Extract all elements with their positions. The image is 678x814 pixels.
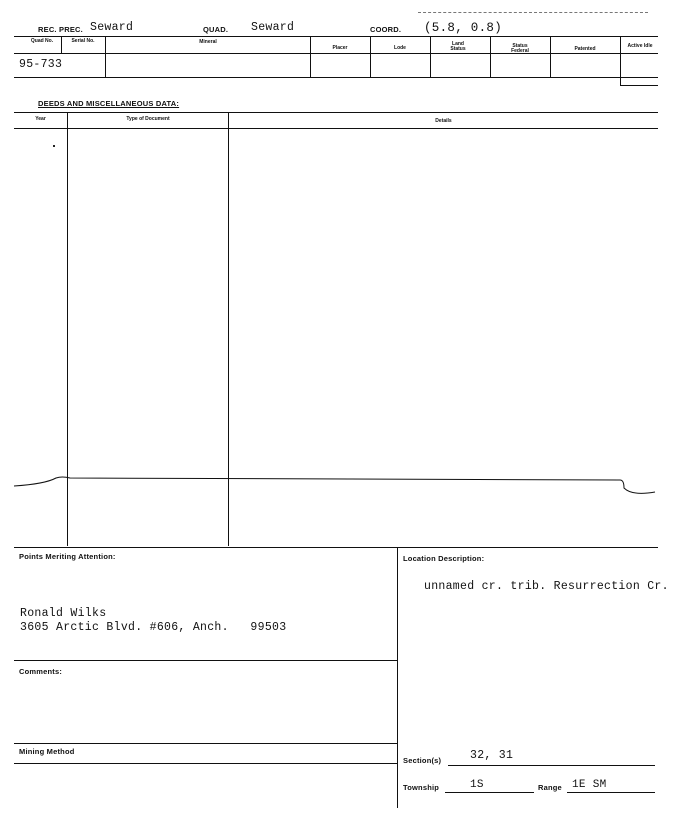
coord-value: (5.8, 0.8) (424, 21, 503, 35)
range-value: 1E SM (572, 779, 607, 791)
stray-dot (53, 145, 55, 147)
range-label: Range (538, 783, 562, 792)
col-land-status: Land Status (450, 41, 466, 52)
col-details: Details (435, 118, 452, 124)
section-label: Section(s) (403, 756, 442, 765)
mining-method-label: Mining Method (19, 747, 75, 756)
comments-label: Comments: (19, 667, 63, 676)
township-value: 1S (470, 779, 484, 791)
location-label: Location Description: (403, 554, 485, 563)
points-name: Ronald Wilks (20, 607, 107, 620)
col-placer: Placer (332, 45, 348, 51)
col-patented: Patented (574, 46, 596, 52)
quad-label: QUAD. (203, 25, 229, 34)
col-year: Year (35, 116, 46, 122)
top-dash-mark (418, 12, 648, 13)
col-serial-no: Serial No. (71, 38, 95, 44)
col-quad-no: Quad No. (30, 38, 54, 44)
deeds-title: DEEDS AND MISCELLANEOUS DATA: (38, 99, 180, 108)
coord-label: COORD. (370, 25, 402, 34)
col-type-of-document: Type of Document (126, 116, 170, 122)
quad-value: Seward (251, 21, 295, 34)
section-value: 32, 31 (470, 749, 514, 762)
col-active-idle: Active Idle (627, 43, 653, 49)
location-value: unnamed cr. trib. Resurrection Cr. (424, 580, 669, 593)
points-address: 3605 Arctic Blvd. #606, Anch. 99503 (20, 621, 287, 634)
township-label: Township (403, 783, 440, 792)
rec-prec-value: Seward (90, 21, 134, 34)
col-mineral: Mineral (199, 39, 217, 45)
quad-no-value: 95-733 (19, 58, 63, 71)
col-lode: Lode (394, 45, 406, 51)
points-label: Points Meriting Attention: (19, 552, 116, 561)
col-status-federal: Status Federal (511, 43, 529, 54)
rec-prec-label: REC. PREC. (38, 25, 83, 34)
